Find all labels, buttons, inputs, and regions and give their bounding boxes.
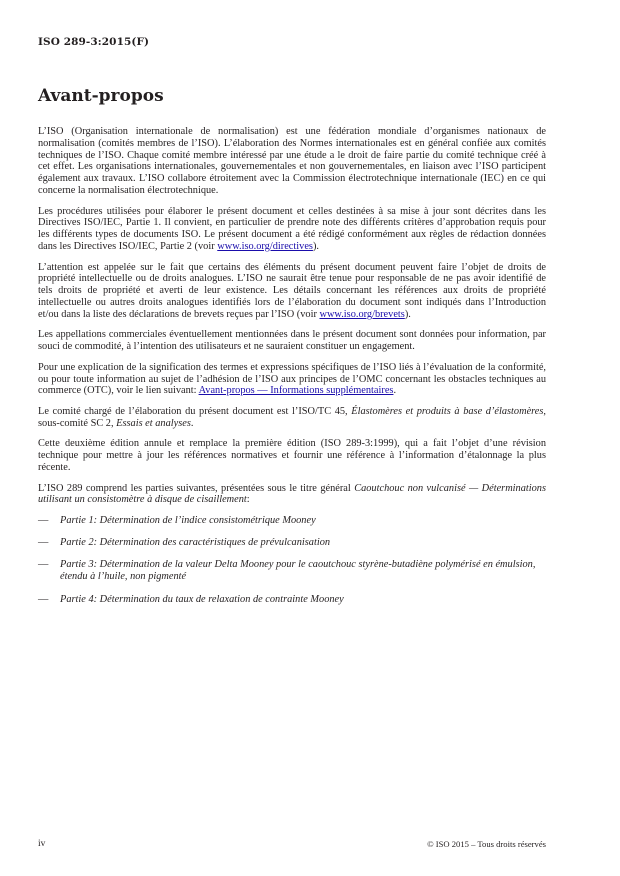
list-item-text: Partie 4: Détermination du taux de relaxation de contrainte Mooney [60,593,344,605]
copyright-notice: © ISO 2015 – Tous droits réservés [427,839,546,849]
list-item [38,594,546,606]
list-item [38,559,546,583]
page-title: Avant-propos [38,86,164,106]
patents-link[interactable]: www.iso.org/brevets [319,308,405,320]
foreword-body [38,126,546,616]
list-dash: — [38,559,49,571]
directives-link[interactable]: www.iso.org/directives [217,240,313,252]
paragraph-edition: Cette deuxième édition annule et remplace la première édition (ISO 289-3:1999), qui a fait l’objet d’une révision technique pour mettre à jour les références normatives et fournir une référence à l’information d’étalonnage la plus récente. [38,438,546,473]
paragraph-conformity: Pour une explication de la signification des termes et expressions spécifiques de l’ISO liés à l’évaluation de la conformité, ou pour toute information au sujet de l’adhésion de l’ISO aux principes de l’OMC concernant les obstacles techniques au commerce (OTC), voir le lien suivant: Avant-propos — Informations supplémentaires. [38,361,546,397]
list-dash: — [38,537,49,549]
supplementary-info-link[interactable]: Avant-propos — Informations supplémentaires [198,385,394,397]
paragraph-parts-intro: L’ISO 289 comprend les parties suivantes, présentées sous le titre général Caoutchouc non vulcanisé — Déterminations utilisant un consistomètre à disque de cisaillement: [38,482,546,506]
page-number: iv [38,839,46,849]
paragraph-iso-intro: L’ISO (Organisation internationale de normalisation) est une fédération mondiale d’organismes nationaux de normalisation (comités membres de l’ISO). L’élaboration des Normes internationales est en général confiée aux comités techniques de l’ISO. Chaque comité membre intéressé par une étude a le droit de faire partie du comité technique créé à cet effet. Les organisations internationales, gouvernementales et non gouvernementales, en liaison avec l’ISO participent également aux travaux. L’ISO collabore étroitement avec la Commission électrotechnique internationale (IEC) en ce qui concerne la normalisation électrotechnique. [38,126,546,196]
document-header-id: ISO 289-3:2015(F) [38,36,150,48]
list-item-text: Partie 2: Détermination des caractéristiques de prévulcanisation [60,537,331,549]
list-item-text: Partie 1: Détermination de l’indice consistométrique Mooney [60,514,316,526]
paragraph-trade-names: Les appellations commerciales éventuellement mentionnées dans le présent document sont données pour information, par souci de commodité, à l’intention des utilisateurs et ne sauraient constituer un engagement. [38,329,546,353]
list-item-text: Partie 3: Détermination de la valeur Delta Mooney pour le caoutchouc styrène-butadiène polymérisé en émulsion, étendu à l’huile, non pigmenté [60,559,536,583]
paragraph-committee: Le comité chargé de l’élaboration du présent document est l’ISO/TC 45, Élastomères et produits à base d’élastomères, sous-comité SC 2, Essais et analyses. [38,405,547,429]
paragraph-patents: L’attention est appelée sur le fait que certains des éléments du présent document peuvent faire l’objet de droits de propriété intellectuelle ou de droits analogues. L’ISO ne saurait être tenue pour responsable de ne pas avoir identifié de tels droits de propriété et averti de leur existence. Les détails concernant les références aux droits de propriété intellectuelle ou autres droits analogues identifiés lors de l’élaboration du document sont indiqués dans l’Introduction et/ou dans la liste des déclarations de brevets reçues par l’ISO (voir www.iso.org/brevets). [38,261,546,320]
list-dash: — [38,514,49,526]
list-dash: — [38,593,49,605]
list-item [38,537,546,549]
parts-list [38,515,546,605]
list-item [38,515,546,527]
paragraph-procedures: Les procédures utilisées pour élaborer le présent document et celles destinées à sa mise à jour sont décrites dans les Directives ISO/IEC, Partie 1. Il convient, en particulier de prendre note des différents critères d’approbation requis pour les différents types de documents ISO. Le présent document a été rédigé conformément aux règles de rédaction données dans les Directives ISO/IEC, Partie 2 (voir www.iso.org/directives). [38,205,546,252]
